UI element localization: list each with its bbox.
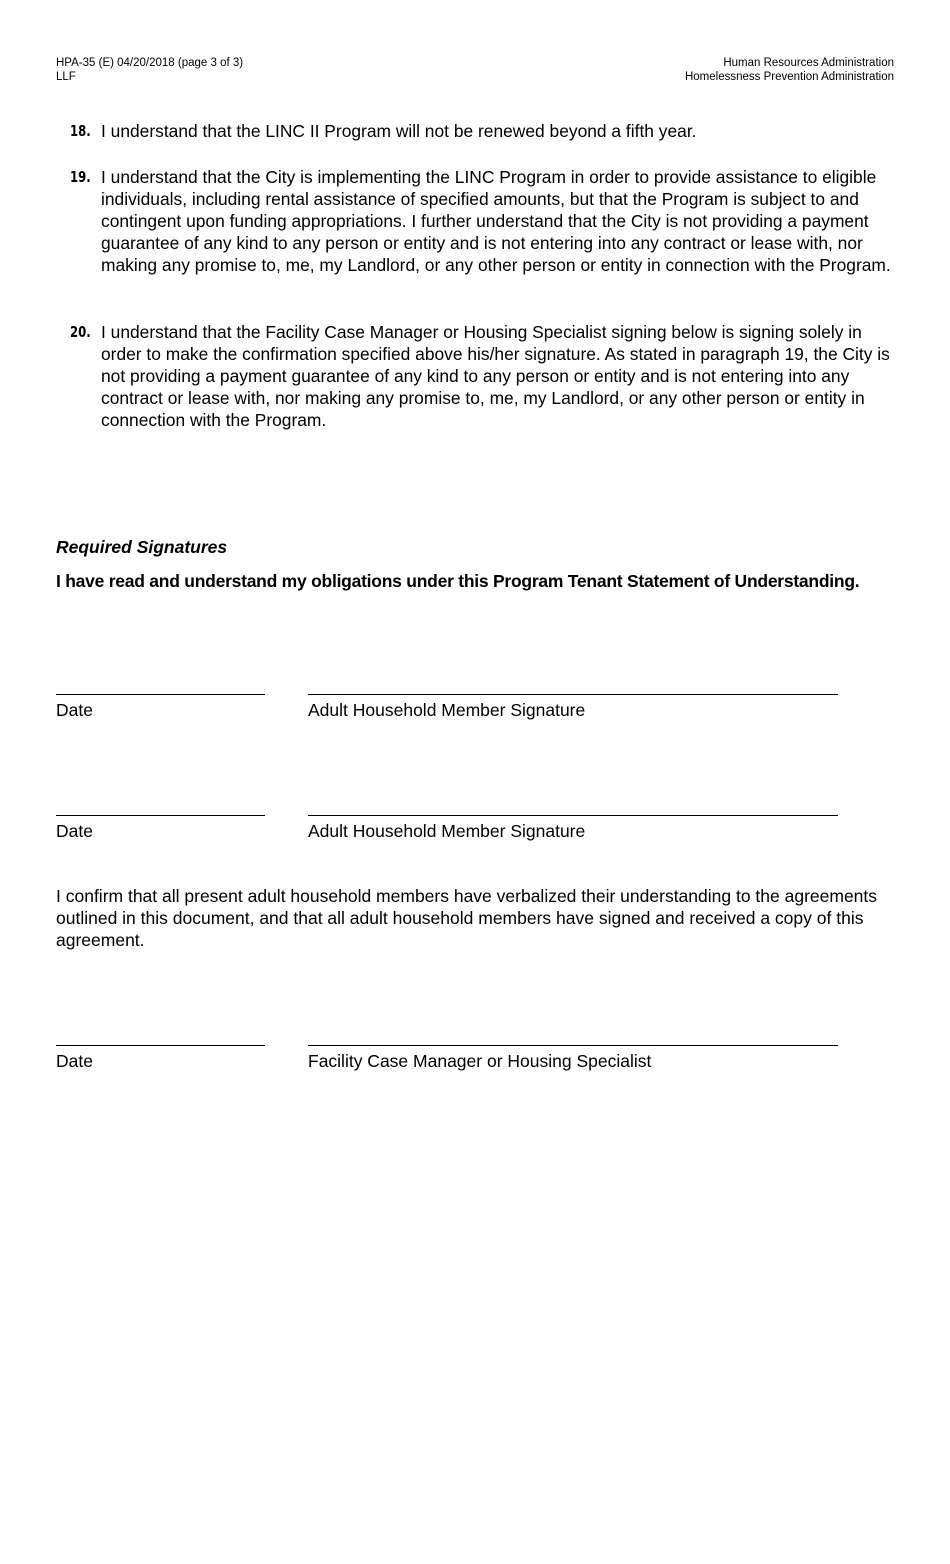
clause-text: I understand that the Facility Case Manager or Housing Specialist signing below is signing solely in order to make the confirmation specified above his/her signature. As stated in paragraph 19, the City is not providing a payment guarantee of any kind to any person or entity and is not entering into any contract or lease with, nor making any promise to, me, my Landlord, or any other person or entity in connection with the Program. <box>101 322 890 430</box>
signature-line-2[interactable] <box>308 815 838 816</box>
confirmation-statement: I confirm that all present adult household members have verbalized their understanding to the agreements outlined in this document, and that all adult household members have signed and received a copy of this agreement. <box>56 886 878 950</box>
signature-label-2: Adult Household Member Signature <box>308 821 586 841</box>
form-header-left <box>56 56 243 84</box>
date-line-1[interactable] <box>56 694 265 695</box>
clause-text: I understand that the City is implementing the LINC Program in order to provide assistance to eligible individuals, including rental assistance of specified amounts, but that the Program is subject to and contingent upon funding appropriations. I further understand that the City is not providing a payment guarantee of any kind to any person or entity and is not entering into any contract or lease with, nor making any promise to, me, my Landlord, or any other person or entity in connection with the Program. <box>101 167 891 275</box>
clause-number: 20. <box>70 323 91 341</box>
signature-line-3[interactable] <box>308 1045 838 1046</box>
clause-19 <box>70 166 900 276</box>
clause-text: I understand that the LINC II Program will not be renewed beyond a fifth year. <box>101 121 697 141</box>
form-code: LLF <box>56 71 76 83</box>
clause-number: 19. <box>70 168 91 186</box>
signature-label-3: Facility Case Manager or Housing Specialist <box>308 1051 652 1071</box>
date-label-3: Date <box>56 1051 93 1071</box>
date-label-1: Date <box>56 700 93 720</box>
division-name: Homelessness Prevention Administration <box>684 71 894 83</box>
clause-18 <box>70 120 900 142</box>
form-id: HPA-35 (E) 04/20/2018 (page 3 of 3) <box>56 57 244 69</box>
date-label-2: Date <box>56 821 93 841</box>
date-line-2[interactable] <box>56 815 265 816</box>
signature-line-1[interactable] <box>308 694 838 695</box>
date-line-3[interactable] <box>56 1045 265 1046</box>
required-signatures-title: Required Signatures <box>56 537 228 557</box>
clause-20 <box>70 321 900 431</box>
form-header-right <box>685 56 894 84</box>
acknowledgement-statement: I have read and understand my obligations under this Program Tenant Statement of Understanding. <box>56 571 860 591</box>
clause-number: 18. <box>70 122 91 140</box>
signature-label-1: Adult Household Member Signature <box>308 700 586 720</box>
agency-name: Human Resources Administration <box>723 57 894 69</box>
